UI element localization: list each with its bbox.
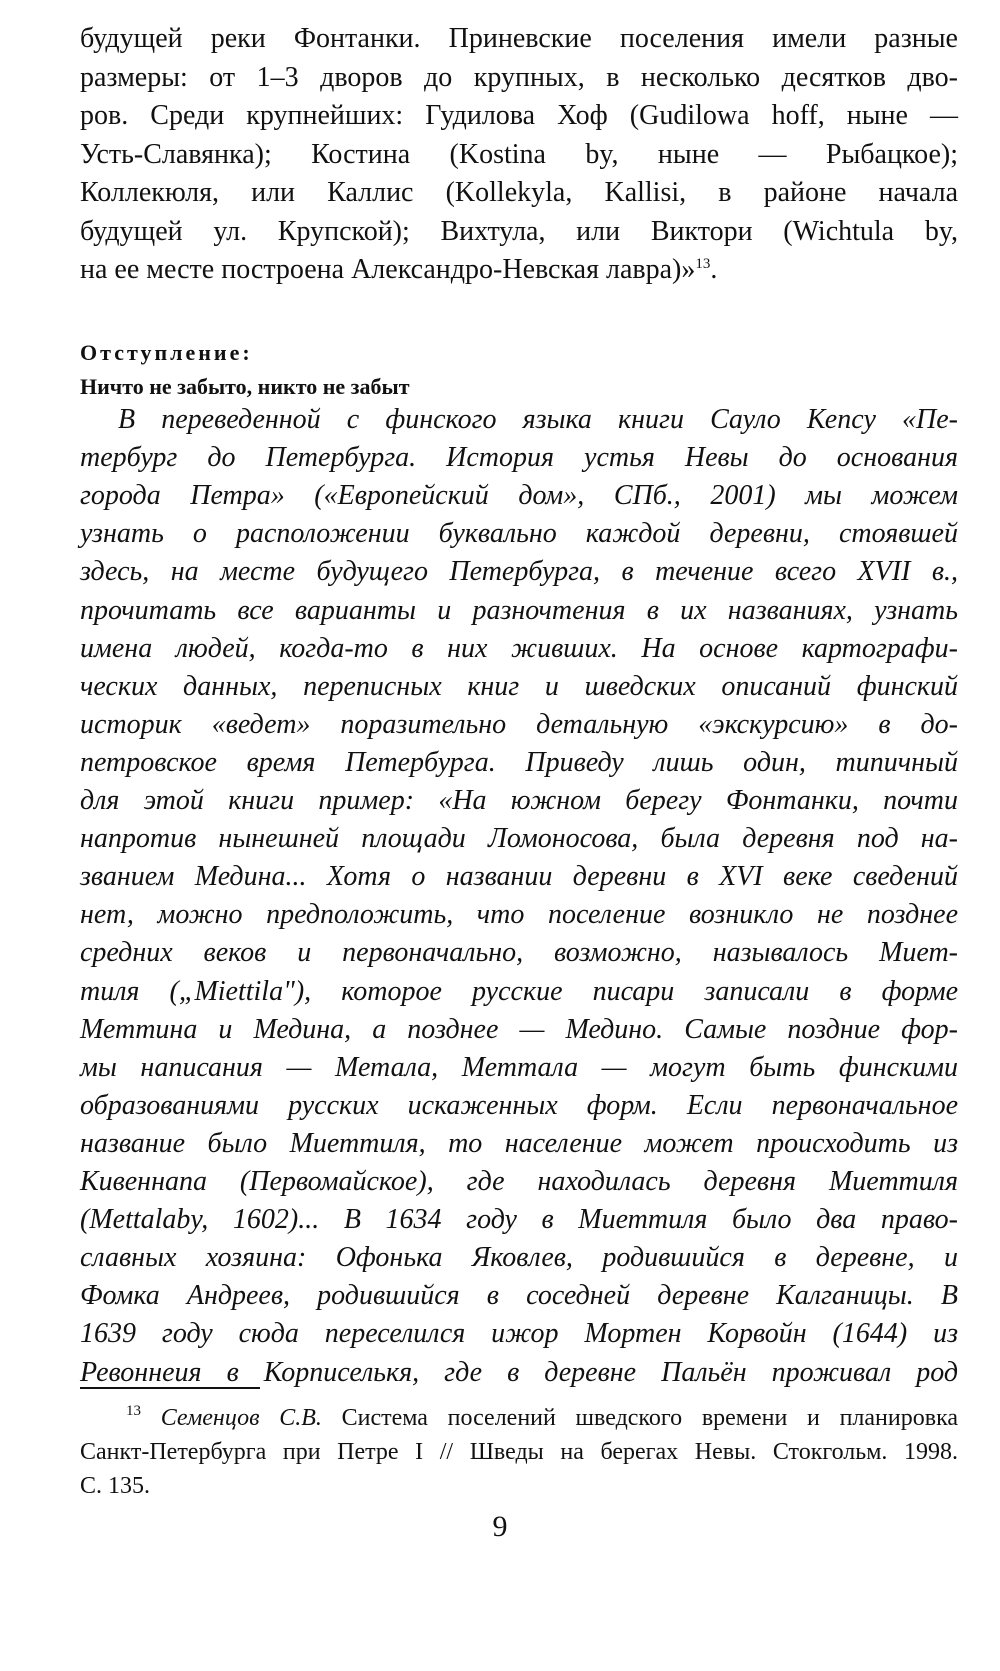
italic-text-line: 1639 году сюда переселился ижор Мортен Корвойн (1644) из: [80, 1318, 958, 1350]
footnote-author: Семенцов С.В.: [160, 1405, 322, 1431]
footnote-text: Система поселений шведского времени и планировка: [341, 1405, 959, 1431]
text-line-content: Усть-Славянка); Костина (Kostina by, ныне — Рыбацкое);: [80, 138, 958, 170]
text-line: [80, 99, 958, 133]
italic-text-line: Фомка Андреев, родившийся в соседней деревне Калганицы. В: [80, 1280, 958, 1312]
footnote-divider: [80, 1387, 260, 1389]
italic-text-line: званием Медина... Хотя о названии деревни в XVI веке сведений: [80, 861, 958, 893]
italic-text-line: историк «ведет» поразительно детальную «экскурсию» в до-: [80, 708, 958, 740]
italic-text-line: имена людей, когда-то в них живших. На основе картографи-: [80, 632, 958, 664]
italic-text-line: название было Миеттиля, то население может происходить из: [80, 1127, 958, 1159]
footnote-reference: 13: [695, 256, 711, 272]
sentence-end: .: [710, 254, 718, 285]
italic-text-line: петровское время Петербурга. Приведу лишь один, типичный: [80, 746, 958, 778]
italic-text-line: славных хозяина: Офонька Яковлев, родившийся в деревне, и: [80, 1242, 958, 1274]
italic-text-line: тербург до Петербурга. История устья Невы до основания: [80, 442, 958, 474]
italic-text-line: прочитать все варианты и разночтения в их названиях, узнать: [80, 594, 958, 626]
italic-text-line: Кивеннапа (Первомайское), где находилась деревня Миеттиля: [80, 1166, 958, 1197]
italic-text-line: города Петра» («Европейский дом», СПб., 2001) мы можем: [80, 480, 958, 512]
page-number: 9: [492, 1510, 508, 1543]
italic-text-line: мы написания — Метала, Меттала — могут быть финскими: [80, 1051, 958, 1083]
italic-text-line: узнать о расположении буквально каждой деревни, стоявшей: [80, 518, 958, 550]
text-line-content: Коллекюля, или Каллис (Kollekyla, Kallisi, в районе начала: [80, 177, 958, 208]
text-line: [80, 176, 958, 210]
text-line: [80, 22, 958, 56]
text-line: [80, 253, 958, 287]
text-line-content: размеры: от 1–3 дворов до крупных, в несколько десятков дво-: [80, 61, 958, 93]
italic-text-line: здесь, на месте будущего Петербурга, в течение всего XVII в.,: [80, 556, 958, 588]
italic-text-line: (Mettalaby, 1602)... В 1634 году в Миеттиля было два право-: [80, 1204, 958, 1236]
text-line: [80, 138, 958, 172]
text-line-content: будущей ул. Крупской); Вихтула, или Виктори (Wichtula by,: [80, 215, 958, 247]
italic-text-line: образованиями русских искаженных форм. Если первоначальное: [80, 1089, 958, 1121]
italic-text-line: ческих данных, переписных книг и шведских описаний финский: [80, 670, 958, 702]
text-line-content: будущей реки Фонтанки. Приневские поселения имели разные: [80, 23, 958, 54]
italic-text-line: средних веков и первоначально, возможно, называлось Миет-: [80, 937, 958, 969]
footnote-number: 13: [126, 1403, 141, 1419]
italic-text-line: Меттина и Медина, а позднее — Медино. Самые поздние фор-: [80, 1013, 958, 1045]
italic-text-line: Ревоннеия в Корписелькя, где в деревне Пальён проживал род: [80, 1356, 958, 1388]
footnote-line-3: С. 135.: [80, 1473, 151, 1499]
section-title: Ничто не забыто, никто не забыт: [80, 374, 410, 399]
text-line-content: ров. Среди крупнейших: Гудилова Хоф (Gudilowa hoff, ныне —: [80, 100, 958, 131]
text-line-content: на ее месте построена Александро-Невская лавра)»: [80, 254, 696, 285]
italic-text-line: В переведенной с финского языка книги Сауло Кепсу «Пе-: [118, 404, 958, 435]
footnote-line-2: Санкт-Петербурга при Петре I // Шведы на берегах Невы. Стокгольм. 1998.: [80, 1439, 958, 1465]
text-line: [80, 61, 958, 95]
italic-text-line: для этой книги пример: «На южном берегу Фонтанки, почти: [80, 785, 958, 816]
italic-text-line: тиля („Miettila"), которое русские писари записали в форме: [80, 975, 958, 1007]
section-label: Отступление:: [80, 340, 253, 365]
footnote-line-1: [80, 1403, 958, 1433]
italic-text-line: напротив нынешней площади Ломоносова, была деревня под на-: [80, 823, 958, 855]
italic-text-line: нет, можно предположить, что поселение возникло не позднее: [80, 899, 958, 931]
text-line: [80, 215, 958, 249]
